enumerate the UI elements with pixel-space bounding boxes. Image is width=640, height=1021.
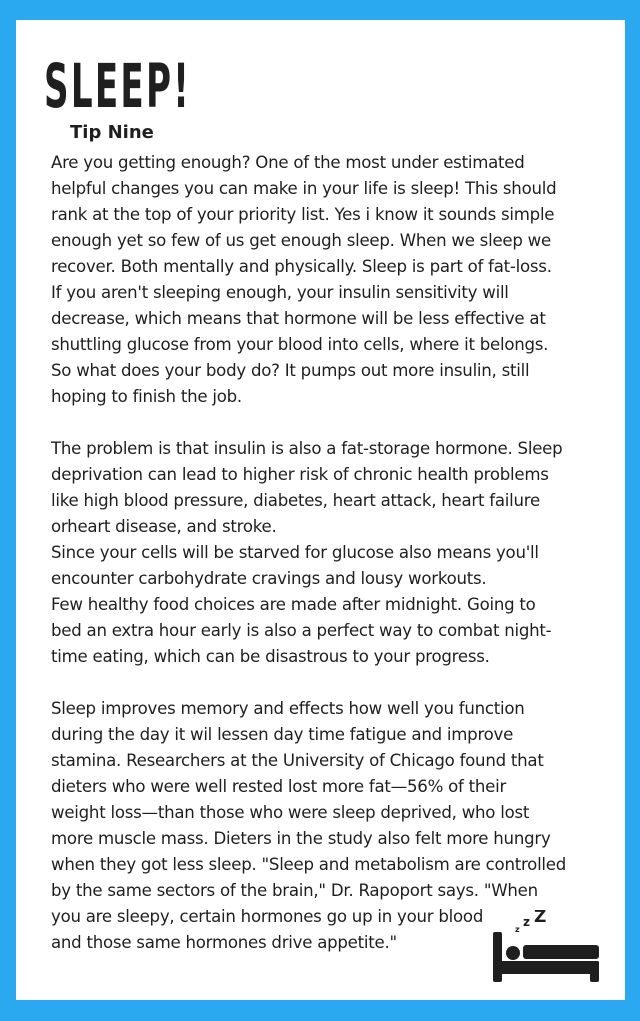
text-line: decrease, which means that hormone will be less effective at — [51, 309, 546, 328]
text-line: Are you getting enough? One of the most under estimated — [51, 153, 525, 172]
tip-subtitle: Tip Nine — [70, 122, 154, 143]
text-line: orheart disease, and stroke. — [51, 517, 277, 536]
text-line: helpful changes you can make in your life is sleep! This should — [51, 179, 557, 198]
text-line: when they got less sleep. "Sleep and metabolism are controlled — [51, 855, 567, 874]
paragraph-2 — [51, 436, 611, 670]
text-line: like high blood pressure, diabetes, heart attack, heart failure — [51, 491, 540, 510]
svg-text:Z: Z — [534, 910, 547, 927]
poster-card — [16, 20, 625, 1000]
text-line: Since your cells will be starved for glucose also means you'll — [51, 543, 539, 562]
sleeping-in-bed-icon — [491, 910, 601, 982]
text-line: stamina. Researchers at the University of Chicago found that — [51, 751, 544, 770]
svg-text:z: z — [515, 925, 520, 934]
text-line: weight loss—than those who were sleep deprived, who lost — [51, 803, 530, 822]
text-line: shuttling glucose from your blood into cells, where it belongs. — [51, 335, 549, 354]
text-line: enough yet so few of us get enough sleep. When we sleep we — [51, 231, 551, 250]
text-line: and those same hormones drive appetite." — [51, 933, 397, 952]
paragraph-1 — [51, 150, 611, 410]
text-line: Sleep improves memory and effects how well you function — [51, 699, 525, 718]
text-line: Few healthy food choices are made after midnight. Going to — [51, 595, 536, 614]
text-line: bed an extra hour early is also a perfect way to combat night- — [51, 621, 552, 640]
text-line: rank at the top of your priority list. Yes i know it sounds simple — [51, 205, 555, 224]
text-line: encounter carbohydrate cravings and lousy workouts. — [51, 569, 487, 588]
article-body — [51, 150, 611, 956]
text-line: time eating, which can be disastrous to your progress. — [51, 647, 490, 666]
text-line: dieters who were well rested lost more fat—56% of their — [51, 777, 507, 796]
text-line: during the day it wil lessen day time fatigue and improve — [51, 725, 514, 744]
text-line: deprivation can lead to higher risk of chronic health problems — [51, 465, 549, 484]
text-line: So what does your body do? It pumps out more insulin, still — [51, 361, 530, 380]
text-line: you are sleepy, certain hormones go up in your blood — [51, 907, 484, 926]
text-line: by the same sectors of the brain," Dr. Rapoport says. "When — [51, 881, 538, 900]
text-line: more muscle mass. Dieters in the study also felt more hungry — [51, 829, 551, 848]
text-line: recover. Both mentally and physically. Sleep is part of fat-loss. — [51, 257, 552, 276]
text-line: If you aren't sleeping enough, your insulin sensitivity will — [51, 283, 509, 302]
text-line: The problem is that insulin is also a fat-storage hormone. Sleep — [51, 439, 563, 458]
text-line: hoping to finish the job. — [51, 387, 242, 406]
svg-text:z: z — [523, 915, 530, 929]
page-title: SLEEP! — [44, 51, 192, 122]
